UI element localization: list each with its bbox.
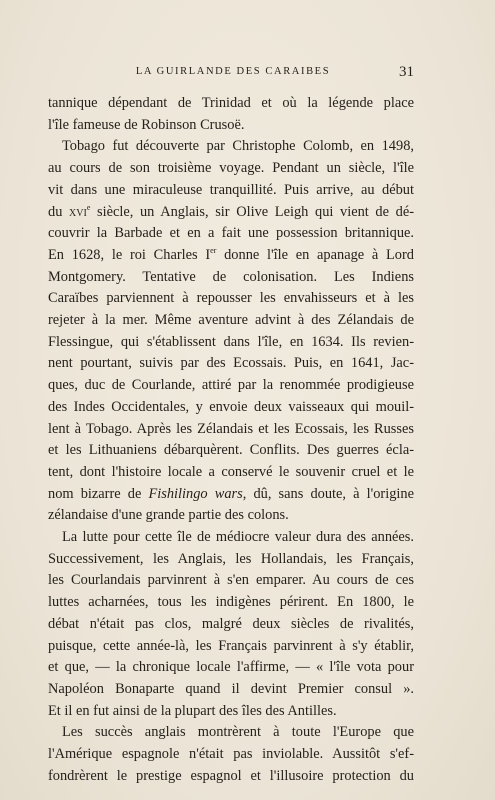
text-line: puisque, cette année-là, les Français parvinrent à s'y établir,	[48, 637, 414, 654]
text-line: l'île fameuse de Robinson Crusoë.	[48, 116, 245, 133]
text-line: et que, — la chronique locale l'affirme, — « l'île vota pour	[48, 659, 414, 676]
text-line: En 1628, le roi Charles Ier donne l'île en apanage à Lord	[48, 246, 414, 263]
text-line: Successivement, les Anglais, les Hollandais, les Français,	[48, 550, 414, 567]
running-head	[52, 64, 414, 82]
text-line: débat n'était pas clos, malgré deux siècles de rivalités,	[48, 615, 414, 632]
text-line: Flessingue, qui s'établissent dans l'île, en 1634. Ils revien-	[48, 333, 414, 350]
body-text	[48, 93, 414, 788]
text-line: lent à Tobago. Après les Zélandais et les Ecossais, les Russes	[48, 420, 414, 437]
text-line: luttes acharnées, tous les indigènes périrent. En 1800, le	[48, 594, 414, 611]
text-line: La lutte pour cette île de médiocre valeur dura des années.	[62, 529, 414, 546]
text-line: nom bizarre de Fishilingo wars, dû, sans doute, à l'origine	[48, 485, 414, 502]
text-line: les Courlandais parvinrent à s'en emparer. Au cours de ces	[48, 572, 414, 589]
text-line: Les succès anglais montrèrent à toute l'Europe que	[62, 724, 414, 741]
text-line: du xvi$^e$ siècle, un Anglais, sir Olive Leigh qui vient de dé-	[48, 202, 415, 220]
text-line: Montgomery. Tentative de colonisation. Les Indiens	[48, 268, 414, 285]
text-line: Tobago fut découverte par Christophe Colomb, en 1498,	[62, 138, 414, 155]
text-line: Napoléon Bonaparte quand il devint Premier consul ».	[48, 680, 414, 697]
text-line: des Indes Occidentales, y envoie deux vaisseaux qui mouil-	[48, 398, 414, 415]
running-title: LA GUIRLANDE DES CARAIBES	[135, 66, 331, 77]
text-line: couvrir la Barbade et en a fait une possession britannique.	[48, 225, 414, 242]
text-line: au cours de son troisième voyage. Pendant un siècle, l'île	[48, 160, 414, 177]
text-line: Et il en fut ainsi de la plupart des îles des Antilles.	[48, 702, 337, 719]
text-line: tannique dépendant de Trinidad et où la légende place	[48, 95, 414, 111]
page-number: 31	[399, 64, 414, 80]
text-line: vit dans une miraculeuse tranquillité. Puis arrive, au début	[48, 181, 414, 198]
text-line: ques, duc de Courlande, attiré par la renommée prodigieuse	[48, 377, 414, 394]
text-line: l'Amérique espagnole n'était pas inviolable. Aussitôt s'ef-	[48, 746, 414, 763]
text-line: fondrèrent le prestige espagnol et l'illusoire protection du	[48, 767, 414, 784]
text-line: et les Lithuaniens débarquèrent. Conflits. Des guerres écla-	[48, 442, 414, 459]
text-line: Caraïbes parviennent à repousser les envahisseurs et à les	[48, 290, 414, 307]
text-line: nent pourtant, suivis par des Ecossais. Puis, en 1641, Jac-	[48, 355, 414, 372]
text-line: rejeter à la mer. Même aventure advint à des Zélandais de	[48, 312, 414, 329]
text-line: zélandaise d'une grande partie des colons.	[48, 507, 289, 524]
text-line: tent, dont l'histoire locale a conservé le souvenir cruel et le	[48, 463, 414, 480]
